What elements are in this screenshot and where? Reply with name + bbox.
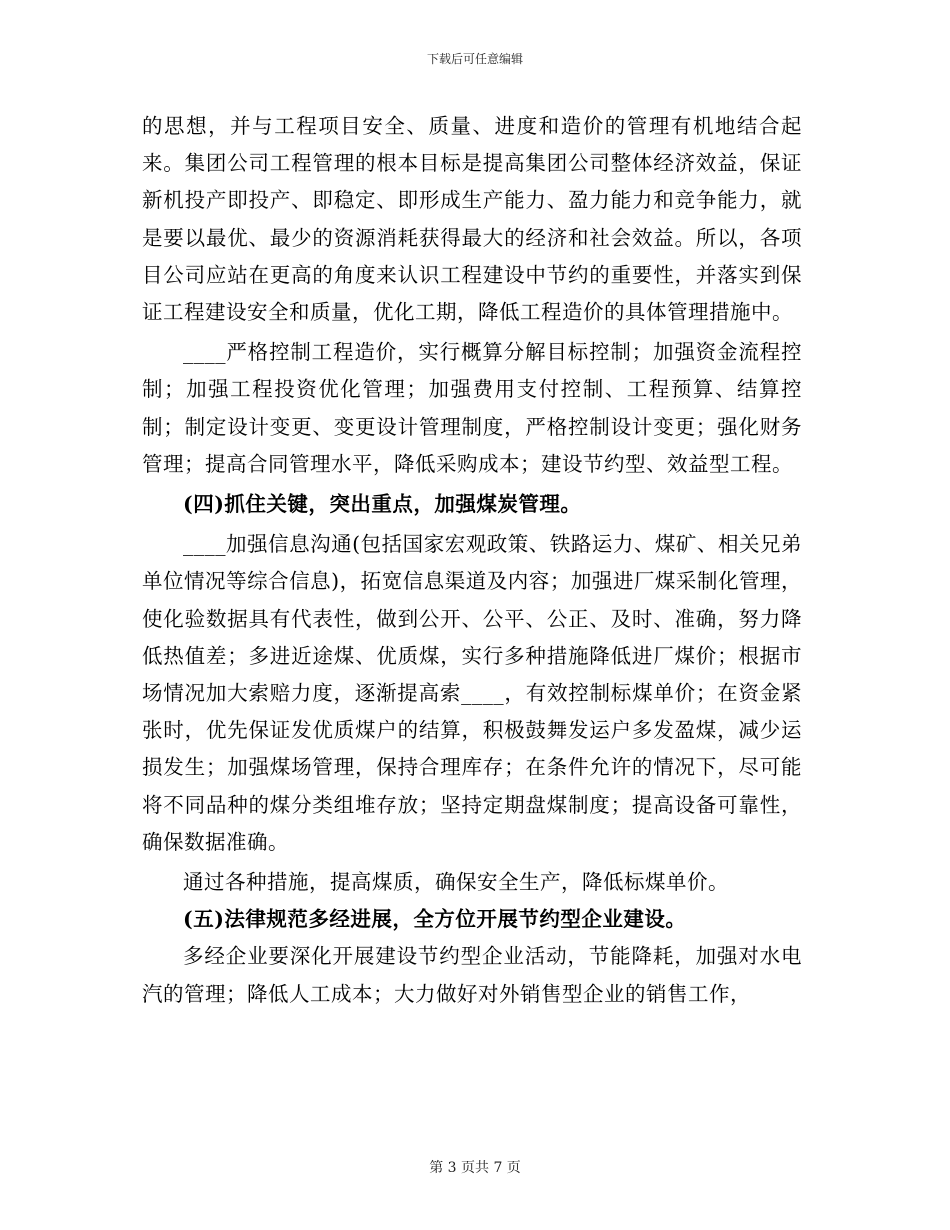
section-heading-5: (五)法律规范多经进展，全方位开展节约型企业建设。 [183, 907, 687, 932]
paragraph-1: 的思想，并与工程项目安全、质量、进度和造价的管理有机地结合起来。集团公司工程管理的根本目标是提高集团公司整体经济效益，保证新机投产即投产、即稳定、即形成生产能力、盈力能力和竞争能力，就是要以最优、最少的资源消耗获得最大的经济和社会效益。所以，各项目公司应站在更高的角度来认识工程建设中节约的重要性，并落实到保证工程建设安全和质量，优化工期，降低工程造价的具体管理措施中。 [142, 114, 802, 325]
document-body [142, 108, 802, 1013]
page-header: 下载后可任意编辑 [426, 52, 523, 66]
section-heading-4: (四)抓住关键，突出重点，加强煤炭管理。 [183, 492, 582, 517]
paragraph-4: 通过各种措施，提高煤质，确保安全生产，降低标煤单价。 [183, 870, 729, 895]
paragraph-5: 多经企业要深化开展建设节约型企业活动，节能降耗，加强对水电汽的管理；降低人工成本；大力做好对外销售型企业的销售工作， [142, 944, 802, 1006]
paragraph-2: ____严格控制工程造价，实行概算分解目标控制；加强资金流程控制；加强工程投资优化管理；加强费用支付控制、工程预算、结算控制；制定设计变更、变更设计管理制度，严格控制设计变更；强化财务管理；提高合同管理水平，降低采购成本；建设节约型、效益型工程。 [142, 340, 802, 476]
page-footer: 第 3 页共 7 页 [429, 1160, 521, 1176]
paragraph-3: ____加强信息沟通(包括国家宏观政策、铁路运力、煤矿、相关兄弟单位情况等综合信息)，拓宽信息渠道及内容；加强进厂煤采制化管理，使化验数据具有代表性，做到公开、公平、公正、及时、准确，努力降低热值差；多进近途煤、优质煤，实行多种措施降低进厂煤价；根据市场情况加大索赔力度，逐渐提高索____，有效控制标煤单价；在资金紧张时，优先保证发优质煤户的结算，积极鼓舞发运户多发盈煤，减少运损发生；加强煤场管理，保持合理库存；在条件允许的情况下，尽可能将不同品种的煤分类组堆存放；坚持定期盘煤制度；提高设备可靠性，确保数据准确。 [142, 532, 802, 854]
